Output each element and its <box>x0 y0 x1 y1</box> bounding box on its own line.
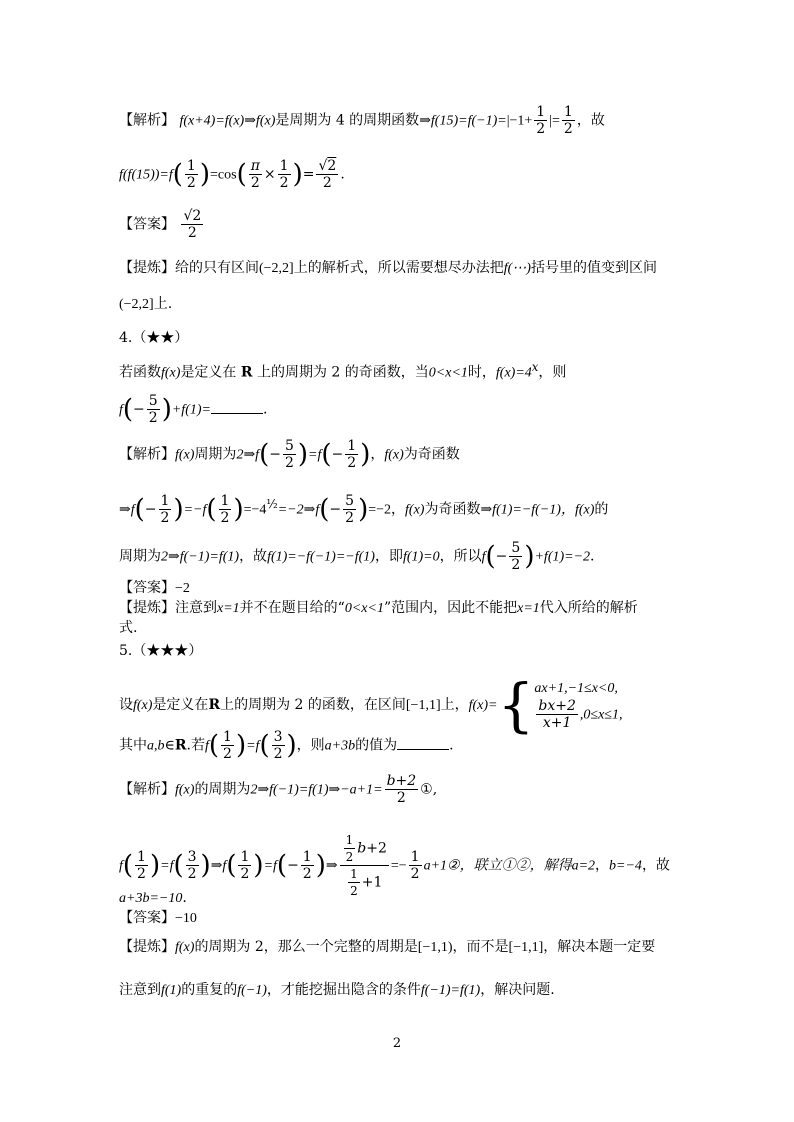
fraction-half: $\frac{1}{2}$ <box>186 158 196 191</box>
fraction-half: $\frac{1}{2}$ <box>536 104 546 137</box>
text: 括号里的值变到区间 <box>530 260 657 276</box>
math-expr: ⇒f(15)=f(−1)= <box>419 113 507 129</box>
q5-analysis-line3: a+3b=−10. <box>119 890 187 906</box>
fraction-half: $\frac{1}{2}$ <box>279 158 289 191</box>
math-expr: (−2,2] <box>119 297 154 312</box>
refine-tag: 【提炼】 <box>119 939 175 955</box>
q5-analysis-line1: 【解析】f(x)的周期为2⇒f(−1)=f(1)⇒−a+1= $\frac{b+2}{2}$ ①, <box>119 773 438 806</box>
q4-refine-line2: 式. <box>119 620 138 636</box>
refine-tag: 【提炼】 <box>119 260 175 276</box>
q5-stem-line2: 其中a,b∈R.若f( $\frac{1}{2}$ )=f( $\frac{3}{2}$ )，则a+3b的值为 . <box>119 729 454 762</box>
q4-analysis-line3: 周期为2⇒f(−1)=f(1)，故f(1)=−f(−1)=−f(1)，即f(1)=0，所以f(− $\frac{5}{2}$ )+f(1)=−2. <box>119 540 595 573</box>
q3-refine-line1 <box>119 257 684 280</box>
analysis-tag: 【解析】 <box>119 781 175 798</box>
q4-number: 4.（★★） <box>119 330 189 346</box>
fraction-pi-half: $\frac{\pi}{2}$ <box>250 158 260 191</box>
math-expr: |= <box>549 113 560 129</box>
q4-analysis-line2: ⇒f(− $\frac{1}{2}$ )=−f( $\frac{1}{2}$ )$=-4^{\frac{1}{2}}=-2\Rightarrow f(-$ $\frac{5}{2}$ )=−2，f(x)为奇函数⇒f(1)=−f(−1)，f(x)的 <box>119 493 609 527</box>
text: 给的只有区间 <box>175 260 259 276</box>
answer-tag: 【答案】 <box>119 580 175 596</box>
q5-refine-line1: 【提炼】f(x)的周期为 2，那么一个完整的周期是[−1,1)，而不是[−1,1]，解决本题一定要 <box>119 939 656 955</box>
analysis-tag: 【解析】 <box>119 112 175 129</box>
page-number: 2 <box>392 1036 402 1051</box>
q4-stem-line1: 若函数f(x)是定义在 R 上的周期为 2 的奇函数，当0<x<1时，$f(x)=4^x$，则 <box>119 360 567 381</box>
math-expr: f(⋯) <box>503 261 531 276</box>
math-expr: (−2,2] <box>259 261 294 276</box>
q4-refine-line1: 【提炼】注意到x=1并不在题目给的“0<x<1”范围内，因此不能把x=1代入所给的解析 <box>119 600 638 616</box>
fraction-sqrt2-half: $\frac{√2}{2}$ <box>318 158 337 191</box>
answer-blank[interactable] <box>211 399 263 414</box>
answer-tag: 【答案】 <box>119 216 175 233</box>
analysis-tag: 【解析】 <box>119 446 175 463</box>
text: 上的解析式，所以需要想尽办法把 <box>293 260 504 276</box>
text: ，故 <box>576 112 605 129</box>
fraction-half: $\frac{1}{2}$ <box>563 104 573 137</box>
refine-tag: 【提炼】 <box>119 600 175 616</box>
q3-refine-line2 <box>119 293 684 316</box>
text: 是周期为 4 的周期函数 <box>275 112 420 129</box>
q5-analysis-line2: f( $\frac{1}{2}$ )=f( $\frac{3}{2}$ )⇒f( $\frac{1}{2}$ )=f(− $\frac{1}{2}$ )⇒ $\frac{1}{2}$ b+2 $\frac{1}{2}$ +1 =− $\frac{1}{2}$ a+1②，联立①②，解得a=2，b=−4，故 <box>119 833 670 898</box>
text: 上. <box>153 296 173 312</box>
math-expr: =cos <box>210 167 237 183</box>
q5-number: 5.（★★★） <box>119 643 203 659</box>
q5-refine-line2: 注意到f(1)的重复的f(−1)，才能挖掘出隐含的条件f(−1)=f(1)，解决问题. <box>119 982 555 998</box>
q4-stem-line2: f(− $\frac{5}{2}$ )+f(1)= . <box>119 393 268 426</box>
math-expr: f(f(15))=f <box>119 167 173 183</box>
answer-blank[interactable] <box>397 735 449 750</box>
answer-tag: 【答案】 <box>119 910 175 926</box>
q3-analysis-line2: f(f(15))=f( $\frac{1}{2}$ )=cos( $\frac{\pi}{2}$ × $\frac{1}{2}$ )= $\frac{√2}{2}$ . <box>119 158 345 191</box>
answer-fraction: $\frac{√2}{2}$ <box>183 208 202 241</box>
q5-stem-line1: 设f(x)是定义在R上的周期为 2 的函数，在区间[−1,1]上，f(x)={ ax+1,−1≤x<0, $\frac{bx+2}{x+1}$ ,0≤x≤1, <box>119 671 623 739</box>
q5-answer-line: 【答案】−10 <box>119 910 197 926</box>
math-expr: |−1+ <box>506 113 533 129</box>
q4-analysis-line1: 【解析】f(x)周期为2⇒f(− $\frac{5}{2}$ )=f(− $\frac{1}{2}$ )，f(x)为奇函数 <box>119 438 460 471</box>
q4-answer-line: 【答案】−2 <box>119 580 190 596</box>
compound-fraction: $\frac{1}{2}$ b+2 $\frac{1}{2}$ +1 <box>340 832 389 899</box>
piecewise-cases: ax+1,−1≤x<0, $\frac{bx+2}{x+1}$ ,0≤x≤1, <box>534 680 623 731</box>
q3-analysis-line1 <box>119 104 684 137</box>
q3-answer-line <box>119 208 684 241</box>
math-expr: f(x+4)=f(x)⇒f(x) <box>179 113 276 129</box>
